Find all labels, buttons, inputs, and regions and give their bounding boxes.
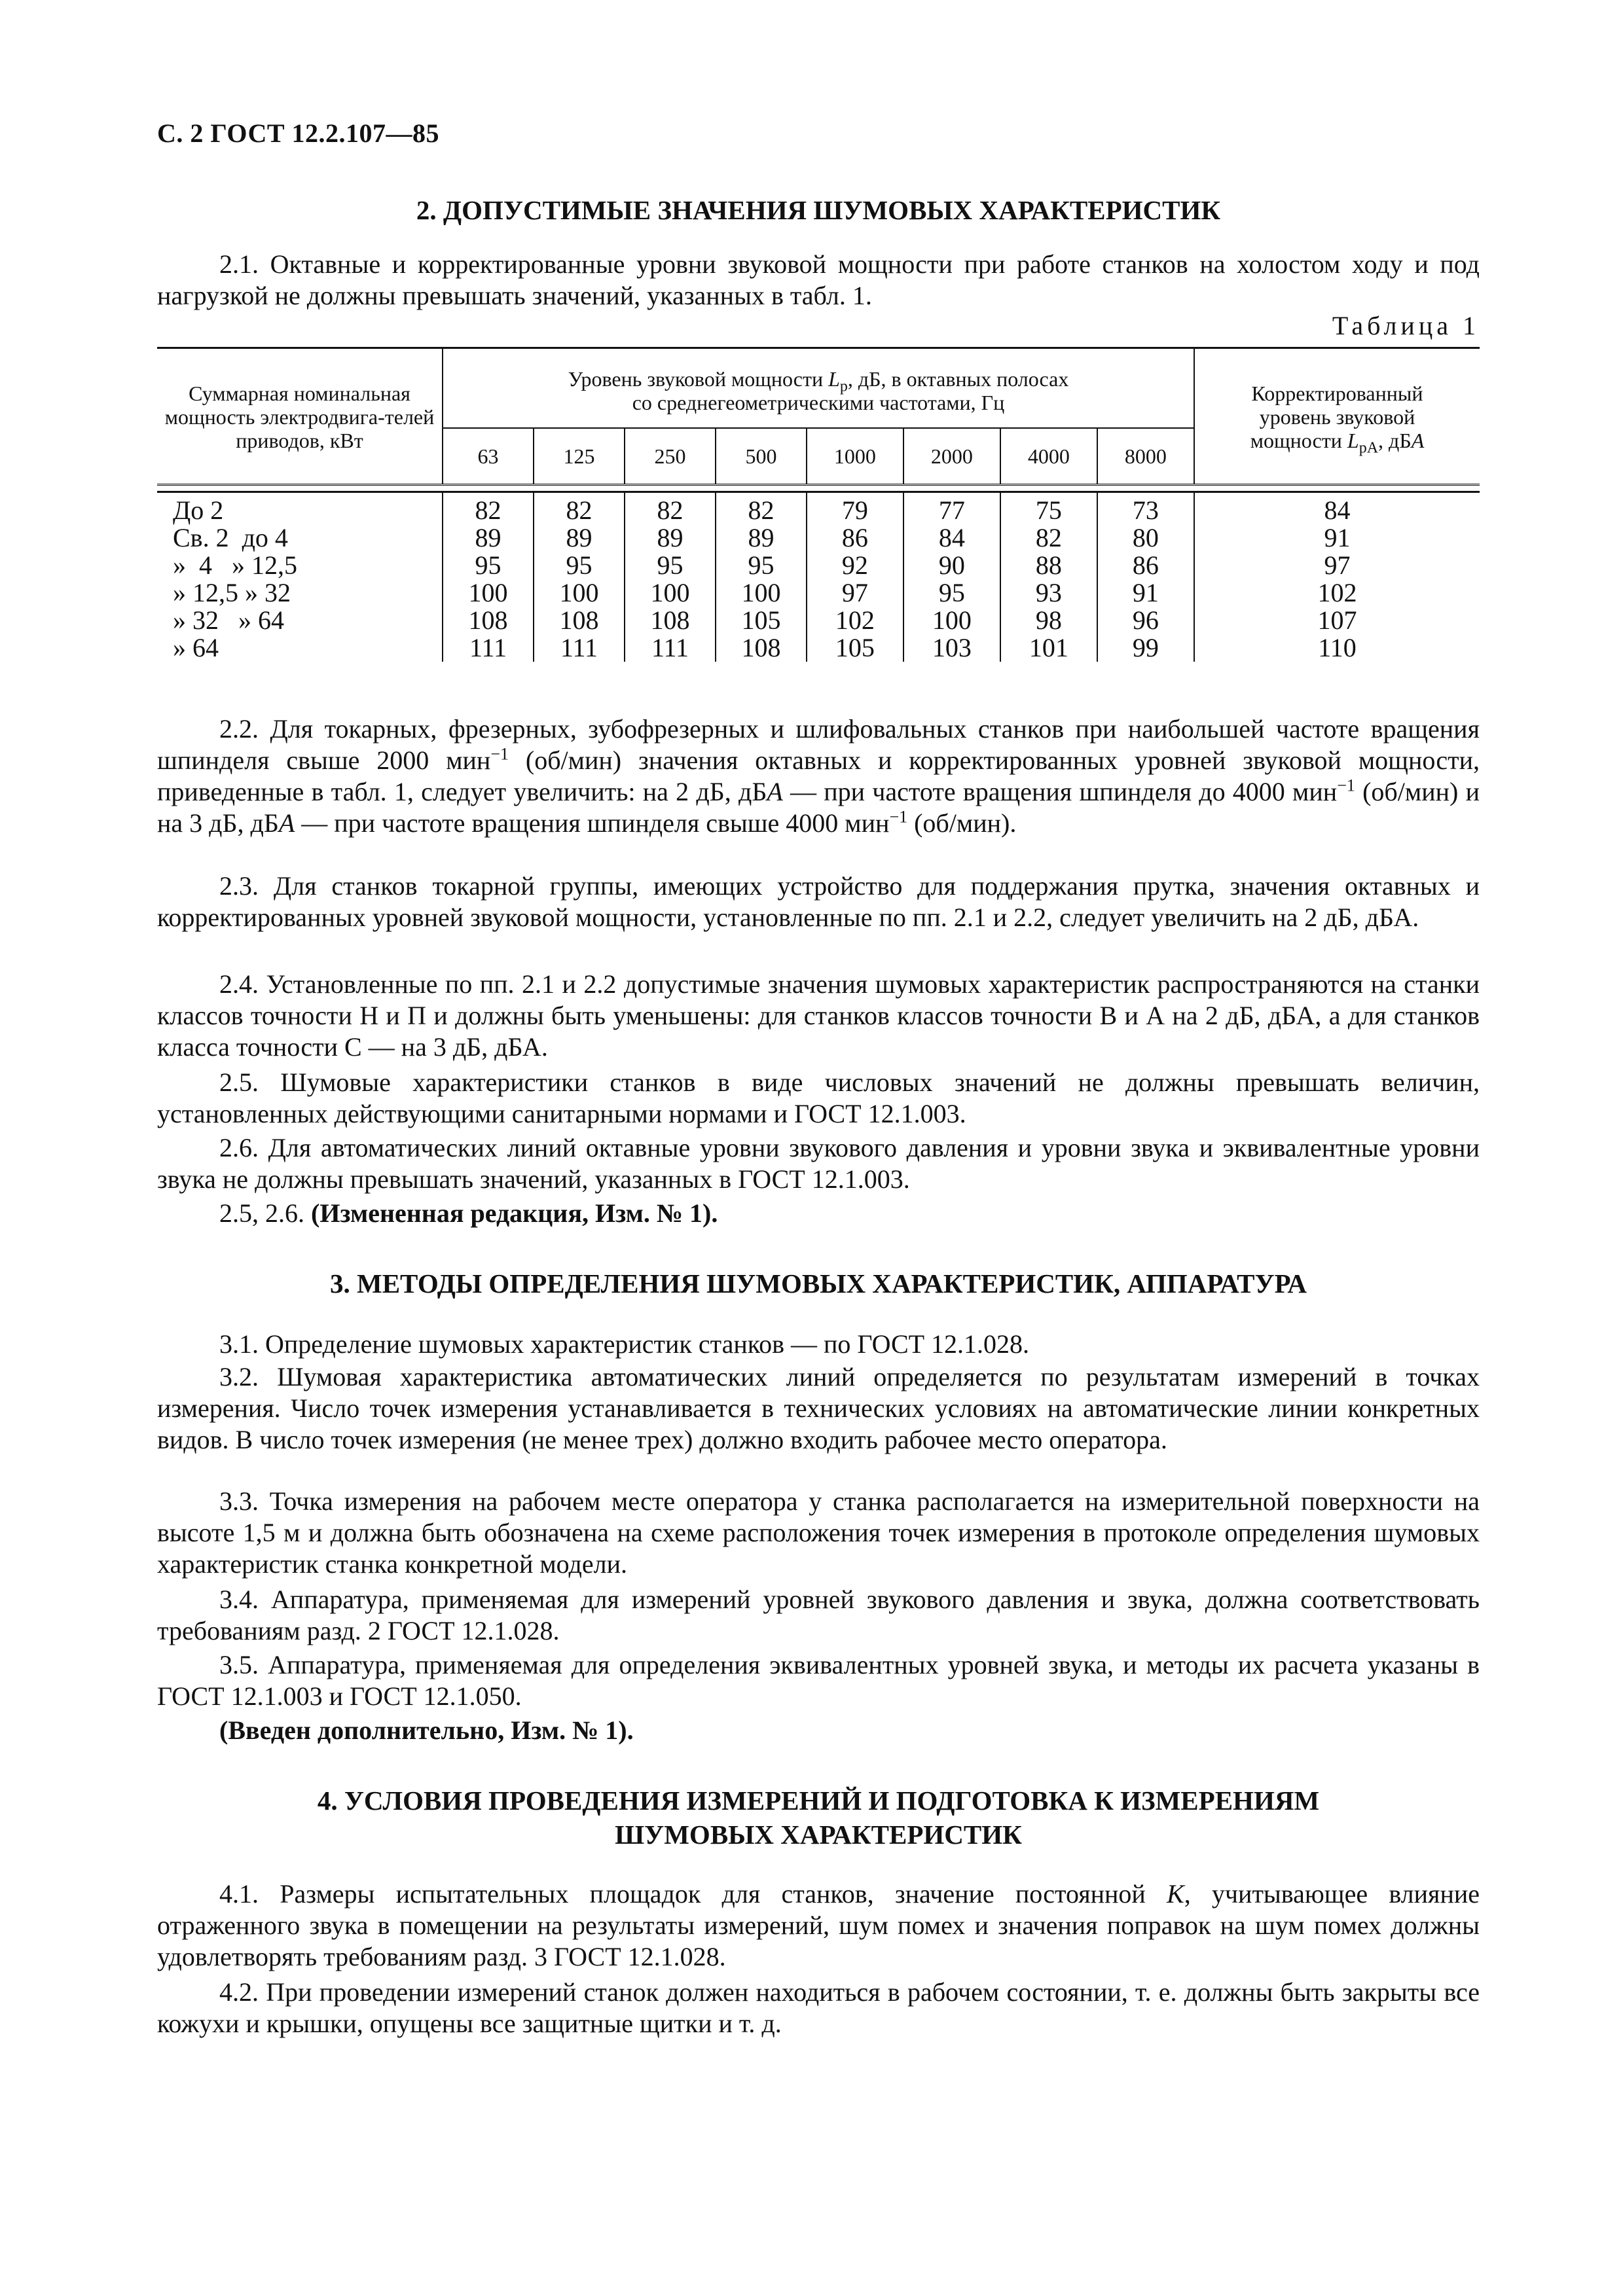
power-cell: » 12,5 » 32 <box>157 579 443 607</box>
table-row <box>157 634 1480 662</box>
freq-header: 63 <box>443 428 534 485</box>
level-cell: 73 <box>1097 492 1194 525</box>
levels-column-header: Уровень звуковой мощности $L_р$, дБ, в октавных полосах со среднегеометрическими частотами, Гц <box>443 348 1194 429</box>
paragraph-4-2 <box>157 1977 1480 2039</box>
level-cell: 89 <box>534 524 625 552</box>
power-cell: » 4 » 12,5 <box>157 552 443 579</box>
table-row <box>157 524 1480 552</box>
paragraph-2-5-text: 2.5. Шумовые характеристики станков в виде числовых значений не должны превышать величин, установленных действующими санитарными нормами и ГОСТ 12.1.003. <box>157 1067 1480 1128</box>
paragraph-4-1: 4.1. Размеры испытательных площадок для станков, значение постоянной K, учитывающее влияние отраженного звука в помещении на результаты измерений, шум помех и значения поправок на шум помех должны удовлетворять требованиям разд. 3 ГОСТ 12.1.028. <box>157 1879 1480 1971</box>
noise-levels-table <box>157 347 1480 662</box>
paragraph-2-3-text: 2.3. Для станков токарной группы, имеющих устройство для поддержания прутка, значения октавных и корректированных уровней звуковой мощности, установленные по пп. 2.1 и 2.2, следует увеличить на 2 дБ, дБА. <box>157 871 1480 932</box>
level-cell: 86 <box>1097 552 1194 579</box>
paragraph-3-3-text: 3.3. Точка измерения на рабочем месте оператора у станка располагается на измерительной поверхности на высоте 1,5 м и должна быть обозначена на схеме расположения точек измерения в протоколе определения шумовых характеристик станка конкретной модели. <box>157 1486 1480 1579</box>
table-row <box>157 607 1480 634</box>
power-column-header: Суммарная номинальная мощность электродвига-телей приводов, кВт <box>157 348 443 485</box>
level-cell: 95 <box>534 552 625 579</box>
level-cell: 100 <box>625 579 716 607</box>
corrected-level-cell: 110 <box>1318 633 1357 662</box>
level-cell: 101 <box>1000 634 1097 662</box>
corrected-level-cell: 84 <box>1324 495 1351 525</box>
table-row <box>157 579 1480 607</box>
paragraph-2-1 <box>157 249 1480 312</box>
freq-header: 1000 <box>807 428 903 485</box>
corrected-column-header: Корректированный уровень звуковой мощности $L_{рА}$, дБА <box>1194 348 1480 485</box>
section-4-title-line1: 4. УСЛОВИЯ ПРОВЕДЕНИЯ ИЗМЕРЕНИЙ И ПОДГОТОВКА К ИЗМЕРЕНИЯМ <box>317 1785 1320 1816</box>
table-body <box>157 492 1480 662</box>
level-cell: 100 <box>903 607 1000 634</box>
level-cell: 82 <box>443 492 534 525</box>
level-cell: 102 <box>807 607 903 634</box>
power-cell: » 64 <box>157 634 443 662</box>
freq-header: 2000 <box>903 428 1000 485</box>
level-cell: 95 <box>625 552 716 579</box>
level-cell: 105 <box>807 634 903 662</box>
paragraph-3-1-text: 3.1. Определение шумовых характеристик станков — по ГОСТ 12.1.028. <box>219 1329 1030 1359</box>
level-cell: 89 <box>625 524 716 552</box>
power-cell: До 2 <box>157 492 443 525</box>
level-cell: 88 <box>1000 552 1097 579</box>
level-cell: 111 <box>443 634 534 662</box>
level-cell: 105 <box>716 607 807 634</box>
corrected-level-cell: 102 <box>1317 578 1357 607</box>
amendment-note-text: (Измененная редакция, Изм. № 1). <box>311 1198 718 1228</box>
section-4-title <box>157 1784 1480 1852</box>
level-cell: 108 <box>534 607 625 634</box>
level-cell: 89 <box>716 524 807 552</box>
paragraph-2-6-text: 2.6. Для автоматических линий октавные уровни звукового давления и уровни звука и эквивалентные уровни звука не должны превышать значений, указанных в ГОСТ 12.1.003. <box>157 1133 1480 1194</box>
level-cell: 82 <box>1000 524 1097 552</box>
level-cell: 82 <box>716 492 807 525</box>
level-cell: 100 <box>443 579 534 607</box>
corrected-level-cell: 107 <box>1317 605 1357 635</box>
power-cell: » 32 » 64 <box>157 607 443 634</box>
amendment-note-3 <box>157 1715 1480 1746</box>
level-cell: 99 <box>1097 634 1194 662</box>
amendment-note-2 <box>157 1198 1480 1229</box>
level-cell: 95 <box>903 579 1000 607</box>
paragraph-2-6 <box>157 1132 1480 1195</box>
paragraph-2-1-text: 2.1. Октавные и корректированные уровни звуковой мощности при работе станков на холостом ходу и под нагрузкой не должны превышать значений, указанных в табл. 1. <box>157 249 1480 310</box>
corrected-level-cell: 97 <box>1324 550 1351 580</box>
level-cell: 103 <box>903 634 1000 662</box>
paragraph-3-2 <box>157 1361 1480 1456</box>
freq-header: 500 <box>716 428 807 485</box>
level-cell: 79 <box>807 492 903 525</box>
level-cell: 98 <box>1000 607 1097 634</box>
amendment-note-3-text: (Введен дополнительно, Изм. № 1). <box>219 1715 634 1745</box>
paragraph-3-3 <box>157 1486 1480 1580</box>
freq-header: 4000 <box>1000 428 1097 485</box>
level-cell: 108 <box>716 634 807 662</box>
freq-header: 125 <box>534 428 625 485</box>
freq-header: 250 <box>625 428 716 485</box>
paragraph-2-4-text: 2.4. Установленные по пп. 2.1 и 2.2 допустимые значения шумовых характеристик распространяются на станки классов точности Н и П и должны быть уменьшены: для станков классов точности В и А на 2 дБ, дБА, а для станков класса точности С — на 3 дБ, дБА. <box>157 969 1480 1062</box>
level-cell: 95 <box>443 552 534 579</box>
power-cell: Св. 2 до 4 <box>157 524 443 552</box>
level-cell: 100 <box>716 579 807 607</box>
level-cell: 89 <box>443 524 534 552</box>
paragraph-3-4-text: 3.4. Аппаратура, применяемая для измерений уровней звукового давления и звука, должна соответствовать требованиям разд. 2 ГОСТ 12.1.028. <box>157 1585 1480 1645</box>
section-3-title: 3. МЕТОДЫ ОПРЕДЕЛЕНИЯ ШУМОВЫХ ХАРАКТЕРИСТИК, АППАРАТУРА <box>330 1268 1307 1299</box>
level-cell: 100 <box>534 579 625 607</box>
table-row <box>157 552 1480 579</box>
level-cell: 80 <box>1097 524 1194 552</box>
amendment-note-prefix: 2.5, 2.6. <box>219 1198 304 1228</box>
table-header-separator <box>157 485 1480 492</box>
level-cell: 97 <box>807 579 903 607</box>
running-head: С. 2 ГОСТ 12.2.107—85 <box>157 118 440 148</box>
paragraph-2-3 <box>157 870 1480 933</box>
level-cell: 111 <box>625 634 716 662</box>
paragraph-3-2-text: 3.2. Шумовая характеристика автоматических линий определяется по результатам измерений в точках измерения. Число точек измерения устанавливается в технических условиях на автоматические линии конкретных видов. В число точек измерения (не менее трех) должно входить рабочее место оператора. <box>157 1362 1480 1454</box>
table-row <box>157 492 1480 525</box>
paragraph-3-4 <box>157 1584 1480 1647</box>
level-cell: 95 <box>716 552 807 579</box>
paragraph-3-5-text: 3.5. Аппаратура, применяемая для определения эквивалентных уровней звука, и методы их расчета указаны в ГОСТ 12.1.003 и ГОСТ 12.1.050. <box>157 1650 1480 1711</box>
level-cell: 75 <box>1000 492 1097 525</box>
level-cell: 111 <box>534 634 625 662</box>
level-cell: 86 <box>807 524 903 552</box>
level-cell: 92 <box>807 552 903 579</box>
level-cell: 96 <box>1097 607 1194 634</box>
paragraph-2-5 <box>157 1067 1480 1130</box>
paragraph-2-2: 2.2. Для токарных, фрезерных, зубофрезерных и шлифовальных станков при наибольшей частоте вращения шпинделя свыше 2000 мин$^{-1}$ (об/мин) значения октавных и корректированных уровней звуковой мощности, приведенные в табл. 1, следует увеличить: на 2 дБ, дБА — при частоте вращения шпинделя до 4000 мин$^{-1}$ (об/мин) и на 3 дБ, дБА — при частоте вращения шпинделя свыше 4000 мин$^{-1}$ (об/мин). <box>157 714 1480 838</box>
paragraph-2-4 <box>157 969 1480 1063</box>
paragraph-3-1 <box>157 1329 1480 1360</box>
level-cell: 77 <box>903 492 1000 525</box>
table-caption: Таблица 1 <box>1332 311 1480 340</box>
level-cell: 90 <box>903 552 1000 579</box>
level-cell: 93 <box>1000 579 1097 607</box>
level-cell: 108 <box>443 607 534 634</box>
freq-header: 8000 <box>1097 428 1194 485</box>
level-cell: 82 <box>534 492 625 525</box>
paragraph-4-2-text: 4.2. При проведении измерений станок должен находиться в рабочем состоянии, т. е. должны быть закрыты все кожухи и крышки, опущены все защитные щитки и т. д. <box>157 1977 1480 2038</box>
level-cell: 108 <box>625 607 716 634</box>
paragraph-3-5 <box>157 1649 1480 1712</box>
corrected-level-cell: 91 <box>1324 523 1351 552</box>
section-2-title: 2. ДОПУСТИМЫЕ ЗНАЧЕНИЯ ШУМОВЫХ ХАРАКТЕРИСТИК <box>416 195 1221 225</box>
level-cell: 91 <box>1097 579 1194 607</box>
section-4-title-line2: ШУМОВЫХ ХАРАКТЕРИСТИК <box>615 1820 1022 1850</box>
level-cell: 84 <box>903 524 1000 552</box>
level-cell: 82 <box>625 492 716 525</box>
